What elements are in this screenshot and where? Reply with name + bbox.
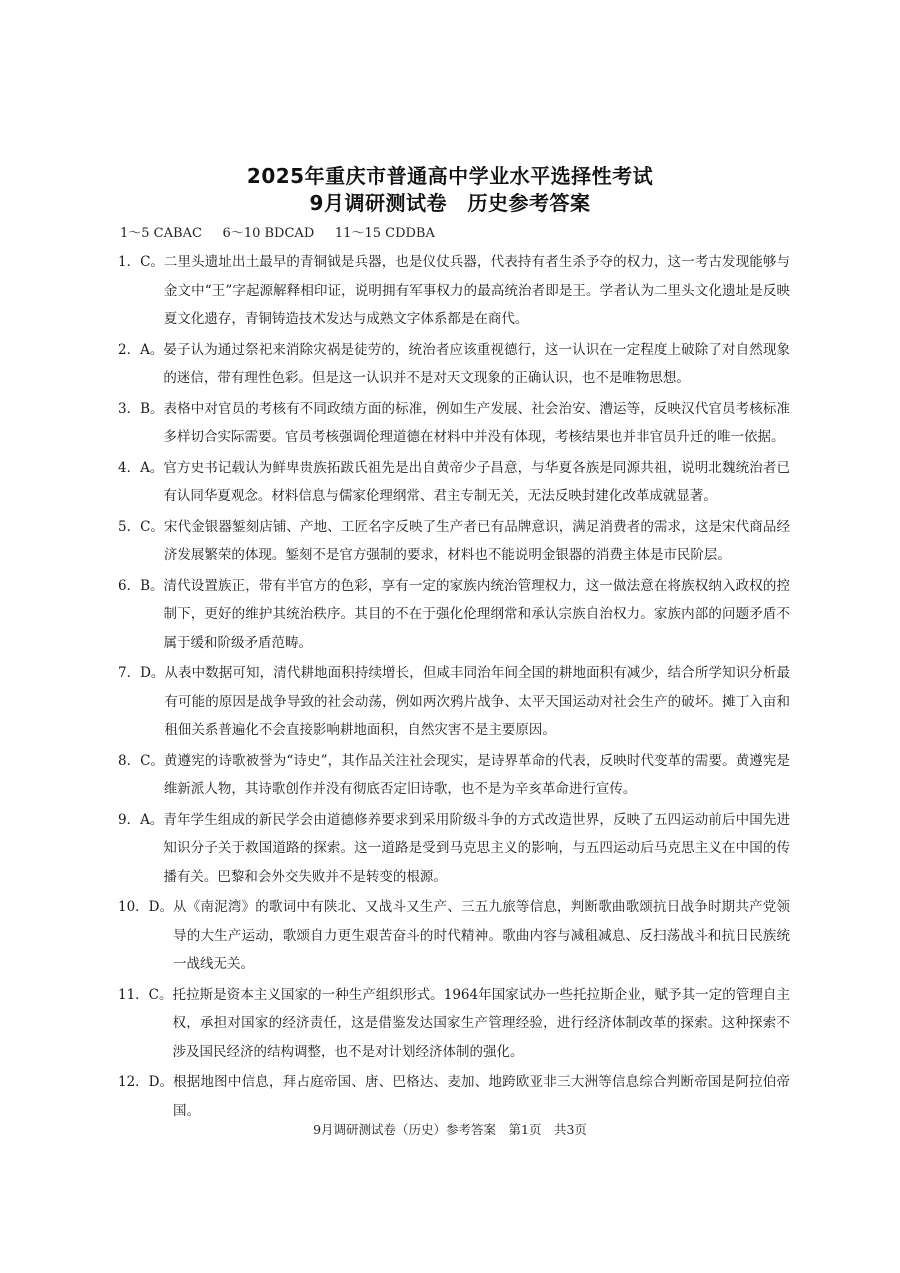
answer-number: 3．B。 xyxy=(118,400,164,417)
answer-item xyxy=(118,248,790,334)
answer-explanation: 表格中对官员的考核有不同政绩方面的标准，例如生产发展、社会治安、漕运等，反映汉代官员考核标准多样切合实际需要。官员考核强调伦理道德在材料中并没有体现，考核结果也并非官员升迁的唯一依据。 xyxy=(163,400,790,445)
answer-summary: 1～5 CABAC 6～10 BDCAD 11～15 CDDBA xyxy=(120,226,435,241)
page-title: 2025年重庆市普通高中学业水平选择性考试 xyxy=(246,164,654,188)
answer-number: 4．A。 xyxy=(118,459,164,476)
answer-explanation: 清代设置族正，带有半官方的色彩，享有一定的家族内统治管理权力，这一做法意在将族权纳入政权的控制下，更好的维护其统治秩序。其目的不在于强化伦理纲常和承认宗族自治权力。家族内部的问题矛盾不属于缓和阶级矛盾范畴。 xyxy=(163,577,790,651)
answer-explanation: 托拉斯是资本主义国家的一种生产组织形式。1964年国家试办一些托拉斯企业，赋予其一定的管理自主权，承担对国家的经济责任，这是借鉴发达国家生产管理经验，进行经济体制改革的探索。这种探索不涉及国民经济的结构调整，也不是对计划经济体制的强化。 xyxy=(172,986,790,1060)
page-subtitle: 9月调研测试卷 历史参考答案 xyxy=(309,191,591,215)
answer-number: 7．D。 xyxy=(118,665,165,681)
answer-explanation: 黄遵宪的诗歌被誉为“诗史”，其作品关注社会现实，是诗界革命的代表，反映时代变革的需要。黄遵宪是维新派人物，其诗歌创作并没有彻底否定旧诗歌，也不是为辛亥革命进行宣传。 xyxy=(163,752,790,797)
answer-item xyxy=(118,981,790,1067)
answer-item xyxy=(118,454,790,511)
answer-number: 11．C。 xyxy=(118,986,173,1003)
answer-item xyxy=(118,747,790,804)
answer-number: 6．B。 xyxy=(118,577,164,594)
answer-list xyxy=(118,248,790,1127)
answer-number: 5．C。 xyxy=(118,518,164,535)
answer-explanation: 青年学生组成的新民学会由道德修养要求到采用阶级斗争的方式改造世界，反映了五四运动前后中国先进知识分子关于救国道路的探索。这一道路是受到马克思主义的影响，与五四运动后马克思主义在中国的传播有关。巴黎和会外交失败并不是转变的根源。 xyxy=(163,811,790,885)
answer-item xyxy=(118,659,790,745)
answer-item xyxy=(118,395,790,452)
answer-number: 1．C。 xyxy=(118,254,164,270)
answer-number: 9．A。 xyxy=(118,811,164,828)
answer-explanation: 二里头遗址出土最早的青铜钺是兵器，也是仪仗兵器，代表持有者生杀予夺的权力，这一考古发现能够与金文中“王”字起源解释相印证，说明拥有军事权力的最高统治者即是王。学者认为二里头文化遗址是反映夏文化遗存，青铜铸造技术发达与成熟文字体系都是在商代。 xyxy=(163,254,790,327)
page-footer: 9月调研测试卷（历史）参考答案 第1页 共3页 xyxy=(313,1122,587,1137)
answer-number: 10．D。 xyxy=(118,899,174,915)
answer-item xyxy=(118,572,790,658)
answer-explanation: 根据地图中信息，拜占庭帝国、唐、巴格达、麦加、地跨欧亚非三大洲等信息综合判断帝国是阿拉伯帝国。 xyxy=(173,1074,790,1119)
answer-explanation: 晏子认为通过祭祀来消除灾祸是徒劳的，统治者应该重视德行，这一认识在一定程度上破除了对自然现象的迷信，带有理性色彩。但是这一认识并不是对天文现象的正确认识，也不是唯物思想。 xyxy=(163,341,790,386)
answer-item xyxy=(118,806,790,892)
answer-number: 2．A。 xyxy=(118,341,164,358)
answer-item xyxy=(118,1068,790,1125)
answer-item xyxy=(118,513,790,570)
answer-explanation: 宋代金银器錾刻店铺、产地、工匠名字反映了生产者已有品牌意识，满足消费者的需求，这是宋代商品经济发展繁荣的体现。錾刻不是官方强制的要求，材料也不能说明金银器的消费主体是市民阶层。 xyxy=(163,518,790,563)
answer-number: 12．D。 xyxy=(118,1074,174,1090)
answer-item xyxy=(118,893,790,979)
answer-explanation: 从表中数据可知，清代耕地面积持续增长，但咸丰同治年间全国的耕地面积有减少，结合所学知识分析最有可能的原因是战争导致的社会动荡，例如两次鸦片战争、太平天国运动对社会生产的破坏。摊丁入亩和租佃关系普遍化不会直接影响耕地面积，自然灾害不是主要原因。 xyxy=(164,665,790,738)
answer-number: 8．C。 xyxy=(118,752,164,769)
answer-explanation: 官方史书记载认为鲜卑贵族拓跋氏祖先是出自黄帝少子昌意，与华夏各族是同源共祖，说明北魏统治者已有认同华夏观念。材料信息与儒家伦理纲常、君主专制无关，无法反映封建化改革成就显著。 xyxy=(163,459,790,504)
answer-explanation: 从《南泥湾》的歌词中有陕北、又战斗又生产、三五九旅等信息，判断歌曲歌颂抗日战争时期共产党领导的大生产运动，歌颂自力更生艰苦奋斗的时代精神。歌曲内容与减租减息、反扫荡战斗和抗日民族统一战线无关。 xyxy=(173,899,790,972)
answer-item xyxy=(118,336,790,393)
